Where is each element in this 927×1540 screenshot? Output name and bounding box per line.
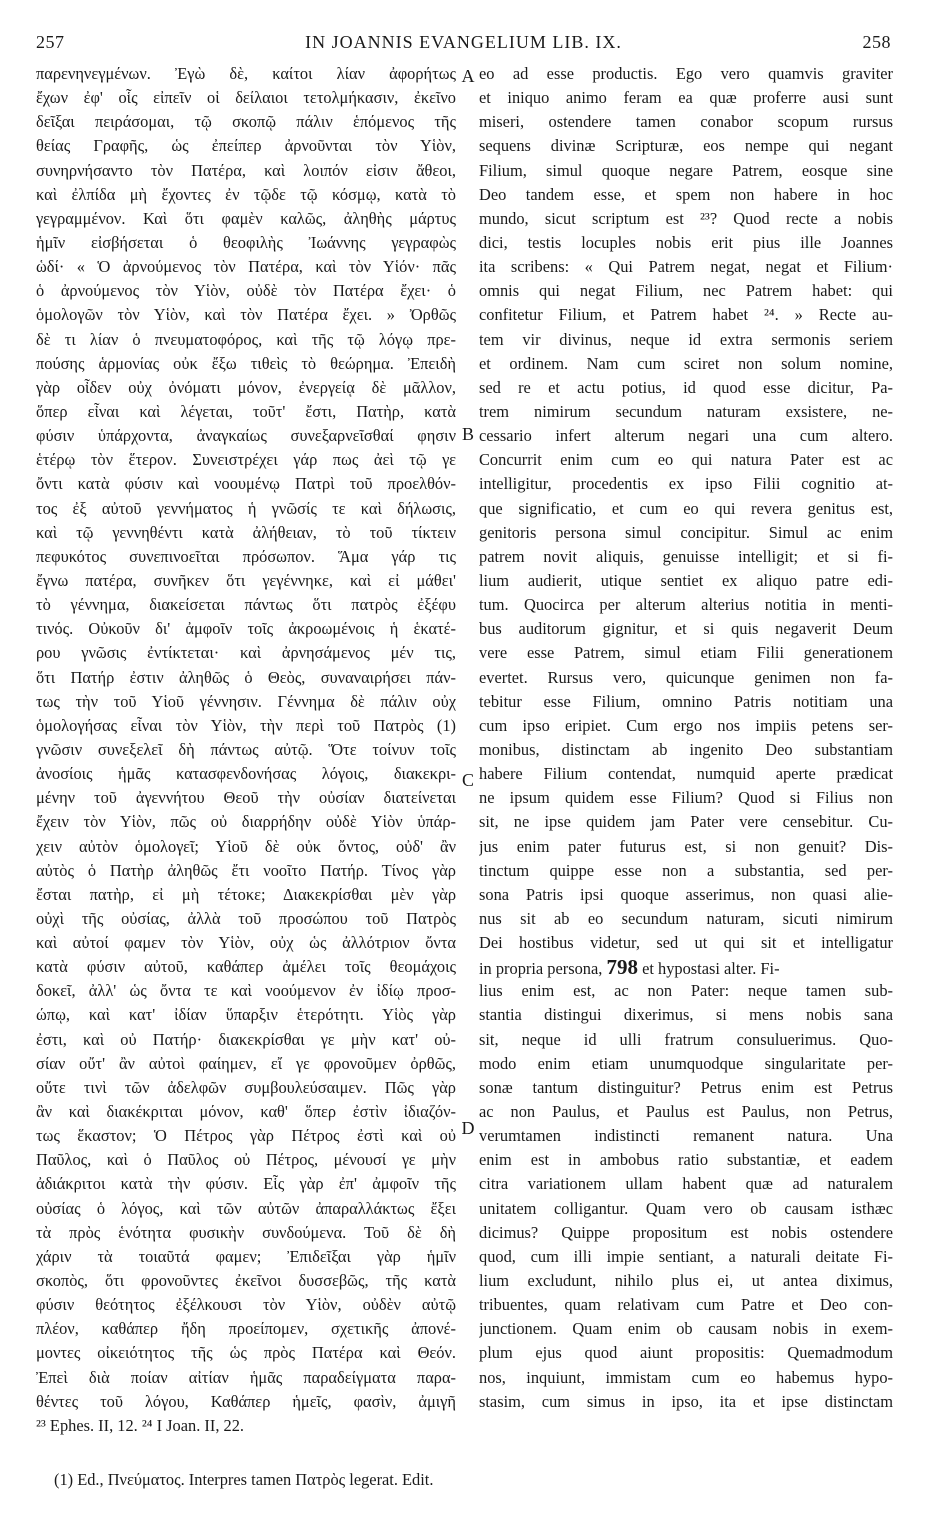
latin-line: omnis qui negat Filium, nec Patrem habet: qui xyxy=(479,281,893,301)
latin-line: trem nimirum secundum naturam exsistere, ne- xyxy=(479,401,893,421)
latin-line: unitatem colligantur. Quam vero ob causam isthæc xyxy=(479,1198,893,1218)
greek-line: οὐχὶ τῆς οὐσίας, ἀλλὰ τοῦ προσώπου τοῦ Πατρὸς xyxy=(36,908,456,928)
greek-line: τὰ πρὸς ἑνότητα φυσικὴν συνδούμενα. Τοῦ δὲ δὴ xyxy=(36,1222,456,1242)
latin-line: jus enim pater futurus est, si non genuit? Dis- xyxy=(479,836,893,856)
greek-line: μοντες οἰκειότητος τῆς ὡς πρὸς Πατέρα καὶ Θεόν. xyxy=(36,1343,456,1363)
latin-line: dicimus? Quippe propositum est nobis ostendere xyxy=(479,1222,893,1242)
greek-line: ὁμολογήσας εἶναι τὸν Υἱὸν, τὴν περὶ τοῦ Πατρὸς (1) xyxy=(36,715,456,735)
greek-line: τως τὴν τοῦ Υἱοῦ γέννησιν. Γέννημα δὲ πάλιν οὐχ xyxy=(36,691,456,711)
latin-line: genitoris persona simul concipitur. Simul ac enim xyxy=(479,522,893,542)
greek-line: ἔχειν τὸν Υἱὸν, πῶς οὐ διαρρήδην οὐδὲ Υἱὸν ὑπάρ- xyxy=(36,812,456,832)
greek-line: τὸ γέννημα, διακείσεται πάντως ὅτι πατρὸς ἐξέφυ xyxy=(36,595,456,615)
greek-line: δεῖξαι πειράσομαι, τῷ σκοπῷ πάλιν ἑπόμενος τῆς xyxy=(36,112,456,132)
greek-line: φύσιν ὑπάρχοντα, ἀναγκαίως συνεξαρνεῖσθαί φησιν xyxy=(36,426,456,446)
section-marker-d: D xyxy=(461,1118,475,1138)
greek-line: ώπῳ, καὶ κατ' ἰδίαν ὕπαρξιν ἑτερότητι. Υἱὸς γὰρ xyxy=(36,1005,456,1025)
section-marker-b: B xyxy=(461,424,474,444)
latin-line: sit, ne ipse quidem jam Pater vere censebitur. Cu- xyxy=(479,812,893,832)
greek-line: τος ἐξ αὐτοῦ γεννήματος ἡ γνῶσίς τε καὶ δήλωσις, xyxy=(36,498,456,518)
latin-line: lius enim est, ac non Pater: neque tamen sub- xyxy=(479,981,893,1001)
latin-line-text: et hypostasi alter. Fi- xyxy=(642,959,780,979)
greek-line: θείας Γραφῆς, ὡς ἐπείπερ ἀρνοῦνται τὸν Υἱὸν, xyxy=(36,136,456,156)
greek-line: γεγραμμένον. Καὶ ὅτι φαμὲν καλῶς, ἀληθὴς μάρτυς xyxy=(36,208,456,228)
greek-line: αὐτὸς ὁ Πατὴρ ἀληθῶς ἔτι νοοῖτο Πατήρ. Τίνος γὰρ xyxy=(36,860,456,880)
greek-line: πούσης ἁρμονίας οὐκ ἔξω τιθεὶς τὸ θεώρημα. Ἐπειδὴ xyxy=(36,353,456,373)
latin-line: tinctum quippe esse non a substantia, sed per- xyxy=(479,860,893,880)
greek-line: πεφυκότος συνεπινοεῖται πρόσωπον. Ἅμα γάρ τις xyxy=(36,546,456,566)
latin-line: nus sit ab eo secundum naturam, sicuti nimirum xyxy=(479,908,893,928)
latin-line: intelligitur, procedentis ex ipso Filii cognitio at- xyxy=(479,474,893,494)
latin-line: confitetur Filium, et Patrem habet ²⁴. » Recte au- xyxy=(479,305,893,325)
latin-line: miseri, ostendere tamen conabor scopum rursus xyxy=(479,112,893,132)
greek-line: ρου γνῶσις ἐντίκτεται· καὶ ἀρνησάμενος μέν τις, xyxy=(36,643,456,663)
greek-line: ἔσται πατὴρ, εἰ μὴ τέτοκε; Διακεκρίσθαι μὲν γὰρ xyxy=(36,884,456,904)
latin-line: mundo, sicut scriptum est ²³? Quod recte a nobis xyxy=(479,208,893,228)
latin-line: ne ipsum quidem esse Filium? Quod si Filius non xyxy=(479,788,893,808)
latin-line-text: in propria persona, xyxy=(479,959,603,979)
greek-column xyxy=(36,62,456,1414)
greek-line: δοκεῖ, ἀλλ' ὡς ὄντα τε καὶ νοούμενον ἐν ἰδίῳ προσ- xyxy=(36,981,456,1001)
latin-line: modo enim etiam unumquodque singularitate per- xyxy=(479,1053,893,1073)
latin-line xyxy=(479,955,893,979)
latin-line: tebitur esse Filium, omnino Patris notitiam una xyxy=(479,691,893,711)
greek-line: καὶ αὐτοί φαμεν τὸν Υἱὸν, οὐχ ὡς ἀλλότριον ὄντα xyxy=(36,933,456,953)
latin-line: quod, cum illi impie sentiant, a naturali deitate Fi- xyxy=(479,1246,893,1266)
latin-line: Dei hostibus videtur, sed ut qui sit et intelligatur xyxy=(479,933,893,953)
latin-line: tribuentes, quam relativam cum Patre et Deo con- xyxy=(479,1295,893,1315)
latin-line: evertet. Rursus vero, quicunque genimen non fa- xyxy=(479,667,893,687)
greek-line: ἐστι, καὶ οὐ Πατήρ· διακεκρίσθαι γε μὴν κατ' οὐ- xyxy=(36,1029,456,1049)
page-number-left: 257 xyxy=(36,32,65,52)
greek-line: ὁμολογῶν τὸν Υἱὸν, καὶ τὸν Πατέρα ἔχει. » Ὀρθῶς xyxy=(36,305,456,325)
greek-line: γὰρ οἶδεν οὐχ ὀνόματι μόνον, ἐνεργείᾳ δὲ μᾶλλον, xyxy=(36,377,456,397)
latin-line: citra variationem ullam habent quæ ad naturalem xyxy=(479,1174,893,1194)
greek-line: ὅπερ εἶναι καὶ λέγεται, τοῦτ' ἔστι, Πατὴρ, κατὰ xyxy=(36,401,456,421)
latin-line: sequens divinæ Scripturæ, eos nempe qui negant xyxy=(479,136,893,156)
greek-line: καὶ τῷ γεννηθέντι κατὰ ἀλήθειαν, τὸ τοῦ τίκτειν xyxy=(36,522,456,542)
latin-line: tum. Quocirca per alterum alterius notitia in menti- xyxy=(479,595,893,615)
latin-line: verumtamen indistincti remanent natura. Una xyxy=(479,1126,893,1146)
latin-line: cum ipso eripiet. Cum ergo nos impiis petens ser- xyxy=(479,715,893,735)
greek-line: ὅτι Πατήρ ἐστιν ἀληθῶς ὁ Θεὸς, συναναιρήσει πάν- xyxy=(36,667,456,687)
latin-line: nos, inquiunt, immistam cum eo habemus hypo- xyxy=(479,1367,893,1387)
greek-line: καὶ ἐλπίδα μὴ ἔχοντες ἐν τῷδε τῷ κόσμῳ, κατὰ τὸ xyxy=(36,184,456,204)
greek-line: ἀνοσίοις ἡμᾶς κατασφενδονήσας λόγοις, διακεκρι- xyxy=(36,764,456,784)
section-marker-a: A xyxy=(461,66,475,86)
page-header xyxy=(36,32,891,56)
greek-line: συνηρνήσαντο τὸν Πατέρα, καὶ λοιπόν εἰσιν ἄθεοι, xyxy=(36,160,456,180)
scripture-footnotes: ²³ Ephes. II, 12. ²⁴ I Joan. II, 22. xyxy=(36,1416,244,1435)
greek-line: μένην τοῦ ἀγεννήτου Θεοῦ τὴν οὐσίαν διατείνεται xyxy=(36,788,456,808)
latin-line: ac non Paulus, et Paulus est Paulus, non Petrus, xyxy=(479,1102,893,1122)
greek-line: κατὰ φύσιν αὐτοῦ, καθάπερ ἀμέλει τοῖς θεομάχοις xyxy=(36,957,456,977)
latin-line: ita scribens: « Qui Patrem negat, negat et Filium· xyxy=(479,257,893,277)
greek-line: ὄντι κατὰ φύσιν καὶ νοουμένῳ Πατρὶ τοῦ προελθόν- xyxy=(36,474,456,494)
greek-line: τως ἕκαστον; Ὁ Πέτρος γὰρ Πέτρος ἐστὶ καὶ οὐ xyxy=(36,1126,456,1146)
latin-line: dici, testis locuples nobis erit pius ille Joannes xyxy=(479,232,893,252)
greek-line: φύσιν θεότητος ἐξέλκουσι τὸν Υἱὸν, οὐδὲν αὐτῷ xyxy=(36,1295,456,1315)
latin-line: sed re et actu potius, id quod esse dicitur, Pa- xyxy=(479,377,893,397)
greek-line: οὔτε τινὶ τῶν ἀδελφῶν συμβουλεύσαιμεν. Πῶς γὰρ xyxy=(36,1077,456,1097)
greek-line: γνῶσιν συνεξελεῖ δὴ πάντως αὐτῷ. Ὅτε τοίνυν τοῖς xyxy=(36,739,456,759)
greek-line: ἂν καὶ διακέκριται μόνον, καθ' ὅπερ ἐστὶν ἰδιαζόν- xyxy=(36,1102,456,1122)
latin-line: cessario infert alterum negari una cum altero. xyxy=(479,426,893,446)
greek-line: τινός. Οὐκοῦν δι' ἀμφοῖν τοῖς ἀκροωμένοις ἡ ἑκατέ- xyxy=(36,619,456,639)
latin-line: et iniquo animo feram ea quæ proferre ausi sunt xyxy=(479,88,893,108)
latin-line: sonæ tantum distinguitur? Petrus enim est Petrus xyxy=(479,1077,893,1097)
greek-line: δὲ τι λίαν ὁ πνευματοφόρος, καὶ τῆς τῷ λόγῳ πρε- xyxy=(36,329,456,349)
latin-line: tem vir divinus, neque id extra sermonis seriem xyxy=(479,329,893,349)
latin-line: stantia distingui dixerimus, si mens nobis sana xyxy=(479,1005,893,1025)
latin-line: bus auditorum gignitur, et si quis negaverit Deum xyxy=(479,619,893,639)
migne-column-number: 798 xyxy=(606,955,638,980)
latin-line: plum ejus quod aiunt propositis: Quemadmodum xyxy=(479,1343,893,1363)
greek-line: ἀδιάκριτοι κατὰ τὴν φύσιν. Εἷς γὰρ ἐπ' ἀμφοῖν τῆς xyxy=(36,1174,456,1194)
latin-line: Filium, simul quoque negare Patrem, eosque sine xyxy=(479,160,893,180)
latin-line: Deo tandem esse, et spem non habere in hoc xyxy=(479,184,893,204)
greek-line: Παῦλος, καὶ ὁ Παῦλος οὐ Πέτρος, μένουσί γε μὴν xyxy=(36,1150,456,1170)
latin-line: sona Patris ipsi quoque asserimus, non quasi alie- xyxy=(479,884,893,904)
latin-line: patrem novit aliquis, genuisse intelligit; et si fi- xyxy=(479,546,893,566)
latin-line: que significatio, et cum eo qui revera genitus est, xyxy=(479,498,893,518)
latin-line: eo ad esse productis. Ego vero quamvis graviter xyxy=(479,64,893,83)
greek-line: παρενηνεγμένων. Ἐγὼ δὲ, καίτοι λίαν ἀφορήτως xyxy=(36,64,456,83)
latin-line: sit, neque id ulli fratrum consuluerimus. Quo- xyxy=(479,1029,893,1049)
editorial-footnote: (1) Ed., Πνεύματος. Interpres tamen Πατρὸς legerat. Edit. xyxy=(54,1470,434,1489)
latin-line: vere esse Patrem, simul etiam Filii generationem xyxy=(479,643,893,663)
greek-line: ἔγνω πατέρα, συνῆκεν ὅτι γεγέννηκε, καὶ εἰ μάθει' xyxy=(36,570,456,590)
greek-line: πλέον, καθάπερ ἤδη προείπομεν, σχετικῆς ἀπονέ- xyxy=(36,1319,456,1339)
latin-column xyxy=(479,62,893,1414)
latin-line: stasim, cum simus in ipso, ita et ipse distinctam xyxy=(479,1391,893,1411)
latin-line: et ordinem. Nam cum sciret non solum nomine, xyxy=(479,353,893,373)
latin-line: lium audierit, utique sentiet ex aliquo patre edi- xyxy=(479,570,893,590)
latin-line: habere Filium contendat, numquid aperte prædicat xyxy=(479,764,893,784)
latin-line: monibus, distinctam ab ingenito Deo substantiam xyxy=(479,739,893,759)
greek-line: ἑτέρῳ τὸν ἕτερον. Συνειστρέχει γάρ πως ἀεὶ τῷ γε xyxy=(36,450,456,470)
greek-line: οὐσίας ὁ λόγος, καὶ τῶν αὐτῶν ἀπαραλλάκτως ἔξει xyxy=(36,1198,456,1218)
greek-line: ἡμῖν εἰσβήσεται ὁ θεοφιλὴς Ἰωάννης γεγραφὼς xyxy=(36,232,456,252)
greek-line: σκοπὸς, ὅτι φρονοῦντες ἐκεῖνοι δυσσεβῶς, τῆς κατὰ xyxy=(36,1271,456,1291)
latin-line: lium excludunt, nihilo plus ei, ut antea diximus, xyxy=(479,1271,893,1291)
latin-line: enim est in ambobus ratio substantiæ, et eadem xyxy=(479,1150,893,1170)
greek-line: θέντες τοῦ λόγου, Καθάπερ ἡμεῖς, φασὶν, ἀμιγῆ xyxy=(36,1391,456,1411)
greek-line: ὡδί· « Ὁ ἀρνούμενος τὸν Πατέρα, καὶ τὸν Υἱόν· πᾶς xyxy=(36,257,456,277)
greek-line: σίαν οὔτ' ἂν αὐτοὶ φαίημεν, εἴ γε φρονοῦμεν ὀρθῶς, xyxy=(36,1053,456,1073)
greek-line: ὁ ἀρνούμενος τὸν Υἱὸν, οὐδὲ τὸν Πατέρα ἔχει· ὁ xyxy=(36,281,456,301)
running-title: IN JOANNIS EVANGELIUM LIB. IX. xyxy=(305,32,622,52)
greek-line: Ἐπεὶ διὰ ποίαν αἰτίαν ἡμᾶς παραδείγματα παρα- xyxy=(36,1367,456,1387)
greek-line: χειν αὐτὸν ὁμολογεῖ; Υἱοῦ δὲ οὐκ ὄντος, οὐδ' ἂν xyxy=(36,836,456,856)
latin-line: Concurrit enim cum eo qui natura Pater est ac xyxy=(479,450,893,470)
latin-line: junctionem. Quam enim ob causam nobis in exem- xyxy=(479,1319,893,1339)
greek-line: χάριν τὰ τοιαῦτά φαμεν; Ἐπιδεῖξαι γὰρ ἡμῖν xyxy=(36,1246,456,1266)
section-marker-c: C xyxy=(461,770,474,790)
page-number-right: 258 xyxy=(862,32,891,52)
greek-line: ἔχων ἐφ' οἷς εἰπεῖν οἱ δείλαιοι τετολμήκασιν, ἐκεῖνο xyxy=(36,88,456,108)
